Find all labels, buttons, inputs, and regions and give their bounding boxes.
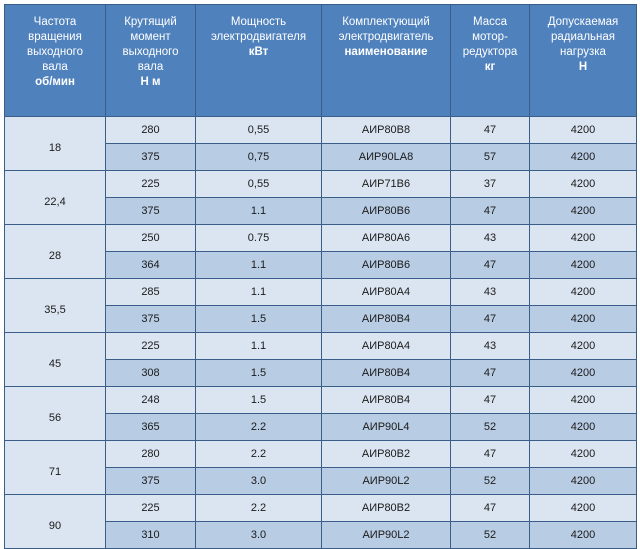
power-cell: 0,55 <box>196 171 322 198</box>
torque-cell: 225 <box>106 495 196 522</box>
header-text-line: выходного <box>122 46 179 58</box>
motor-model-cell: АИР80В6 <box>322 198 451 225</box>
torque-cell: 280 <box>106 117 196 144</box>
output-speed-cell <box>5 441 106 495</box>
header-torque <box>106 5 196 117</box>
motor-model-cell: АИР80В2 <box>322 441 451 468</box>
motor-model-cell: АИР80А4 <box>322 279 451 306</box>
header-text-line: Крутящий <box>124 16 177 28</box>
header-text-line: Частота <box>33 16 77 28</box>
table-row <box>5 171 637 198</box>
mass-cell: 43 <box>451 333 530 360</box>
radial-load-cell: 4200 <box>530 171 637 198</box>
radial-load-cell: 4200 <box>530 117 637 144</box>
motor-model-cell: АИР80В2 <box>322 495 451 522</box>
radial-load-cell: 4200 <box>530 279 637 306</box>
output-speed-value: 28 <box>48 249 62 262</box>
header-unit: наименование <box>344 46 428 58</box>
mass-cell: 43 <box>451 225 530 252</box>
power-cell: 0.75 <box>196 225 322 252</box>
header-text-line: нагрузка <box>560 46 606 58</box>
header-text-line: вращения <box>28 31 82 43</box>
torque-cell: 365 <box>106 414 196 441</box>
mass-cell: 47 <box>451 117 530 144</box>
mass-cell: 52 <box>451 468 530 495</box>
torque-cell: 248 <box>106 387 196 414</box>
power-cell: 1.1 <box>196 333 322 360</box>
output-speed-cell <box>5 495 106 549</box>
radial-load-cell: 4200 <box>530 414 637 441</box>
motor-model-cell: АИР80В4 <box>322 387 451 414</box>
output-speed-cell <box>5 387 106 441</box>
mass-cell: 47 <box>451 495 530 522</box>
table-body <box>5 117 637 549</box>
gearmotor-spec-table <box>4 4 637 549</box>
radial-load-cell: 4200 <box>530 333 637 360</box>
header-power <box>196 5 322 117</box>
torque-cell: 375 <box>106 198 196 225</box>
output-speed-cell <box>5 333 106 387</box>
header-unit: кг <box>484 61 496 73</box>
radial-load-cell: 4200 <box>530 306 637 333</box>
power-cell: 2.2 <box>196 414 322 441</box>
torque-cell: 280 <box>106 441 196 468</box>
header-unit: Н м <box>140 76 161 88</box>
spec-table-container <box>4 4 636 542</box>
output-speed-cell <box>5 225 106 279</box>
header-unit: Н <box>578 61 588 73</box>
mass-cell: 47 <box>451 387 530 414</box>
power-cell: 1.1 <box>196 252 322 279</box>
header-text-line: вала <box>42 61 68 73</box>
radial-load-cell: 4200 <box>530 441 637 468</box>
power-cell: 2.2 <box>196 495 322 522</box>
power-cell: 1.5 <box>196 306 322 333</box>
header-unit: кВт <box>248 46 269 58</box>
header-text-line: редуктора <box>462 46 518 58</box>
header-text-line: Комплектующий <box>342 16 430 28</box>
output-speed-cell <box>5 117 106 171</box>
table-row <box>5 225 637 252</box>
mass-cell: 47 <box>451 252 530 279</box>
power-cell: 0,75 <box>196 144 322 171</box>
torque-cell: 250 <box>106 225 196 252</box>
motor-model-cell: АИР90LA8 <box>322 144 451 171</box>
power-cell: 1.5 <box>196 360 322 387</box>
motor-model-cell: АИР80В4 <box>322 360 451 387</box>
mass-cell: 47 <box>451 306 530 333</box>
radial-load-cell: 4200 <box>530 468 637 495</box>
torque-cell: 225 <box>106 171 196 198</box>
torque-cell: 375 <box>106 144 196 171</box>
radial-load-cell: 4200 <box>530 522 637 549</box>
motor-model-cell: АИР90L2 <box>322 522 451 549</box>
header-text-line: вала <box>137 61 164 73</box>
radial-load-cell: 4200 <box>530 495 637 522</box>
header-text-line: Допускаемая <box>547 16 619 28</box>
output-speed-cell <box>5 279 106 333</box>
mass-cell: 52 <box>451 522 530 549</box>
motor-model-cell: АИР90L4 <box>322 414 451 441</box>
header-unit: об/мин <box>35 76 75 88</box>
output-speed-value: 56 <box>48 411 62 424</box>
table-row <box>5 117 637 144</box>
output-speed-value: 71 <box>48 465 62 478</box>
power-cell: 1.5 <box>196 387 322 414</box>
radial-load-cell: 4200 <box>530 225 637 252</box>
radial-load-cell: 4200 <box>530 387 637 414</box>
table-row <box>5 441 637 468</box>
radial-load-cell: 4200 <box>530 360 637 387</box>
header-text-line: Мощность <box>230 16 287 28</box>
power-cell: 3.0 <box>196 468 322 495</box>
table-row <box>5 279 637 306</box>
header-mass <box>451 5 530 117</box>
power-cell: 3.0 <box>196 522 322 549</box>
motor-model-cell: АИР80А4 <box>322 333 451 360</box>
header-output-speed <box>5 5 106 117</box>
header-text-line: выходного <box>27 46 83 58</box>
motor-model-cell: АИР71В6 <box>322 171 451 198</box>
mass-cell: 47 <box>451 198 530 225</box>
header-text-line: Масса <box>472 16 507 28</box>
torque-cell: 285 <box>106 279 196 306</box>
table-row <box>5 387 637 414</box>
power-cell: 0,55 <box>196 117 322 144</box>
table-row <box>5 495 637 522</box>
header-radial-load <box>530 5 637 117</box>
table-header <box>5 5 637 117</box>
torque-cell: 364 <box>106 252 196 279</box>
output-speed-value: 22,4 <box>44 195 66 208</box>
mass-cell: 47 <box>451 360 530 387</box>
mass-cell: 57 <box>451 144 530 171</box>
power-cell: 1.1 <box>196 279 322 306</box>
torque-cell: 375 <box>106 306 196 333</box>
header-motor <box>322 5 451 117</box>
header-text-line: момент <box>130 31 171 43</box>
output-speed-value: 90 <box>48 519 62 532</box>
header-text-line: электродвигатель <box>338 31 434 43</box>
motor-model-cell: АИР90L2 <box>322 468 451 495</box>
header-text-line: радиальная <box>551 31 615 43</box>
torque-cell: 375 <box>106 468 196 495</box>
torque-cell: 225 <box>106 333 196 360</box>
header-text-line: мотор- <box>472 31 508 43</box>
torque-cell: 310 <box>106 522 196 549</box>
table-row <box>5 333 637 360</box>
torque-cell: 308 <box>106 360 196 387</box>
header-row <box>5 5 637 117</box>
header-text-line: электродвигателя <box>210 31 307 43</box>
radial-load-cell: 4200 <box>530 198 637 225</box>
mass-cell: 52 <box>451 414 530 441</box>
output-speed-value: 45 <box>48 357 62 370</box>
power-cell: 1.1 <box>196 198 322 225</box>
radial-load-cell: 4200 <box>530 252 637 279</box>
motor-model-cell: АИР80А6 <box>322 225 451 252</box>
output-speed-cell <box>5 171 106 225</box>
output-speed-value: 35,5 <box>44 303 66 316</box>
motor-model-cell: АИР80В4 <box>322 306 451 333</box>
motor-model-cell: АИР80В6 <box>322 252 451 279</box>
mass-cell: 43 <box>451 279 530 306</box>
output-speed-value: 18 <box>48 141 62 154</box>
motor-model-cell: АИР80В8 <box>322 117 451 144</box>
mass-cell: 47 <box>451 441 530 468</box>
mass-cell: 37 <box>451 171 530 198</box>
power-cell: 2.2 <box>196 441 322 468</box>
radial-load-cell: 4200 <box>530 144 637 171</box>
